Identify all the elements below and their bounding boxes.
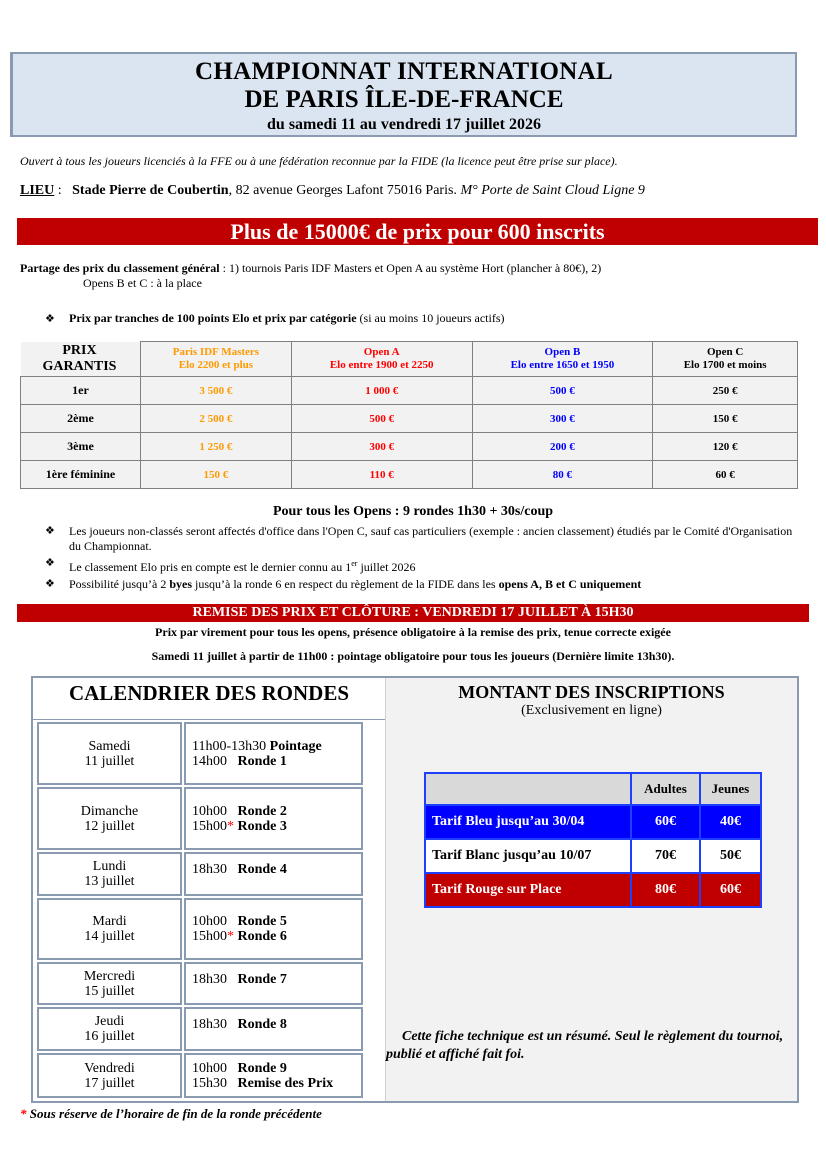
checkin-note: Samedi 11 juillet à partir de 11h00 : pointage obligatoire pour tous les joueurs (Dernière limite 13h30). — [151, 649, 675, 663]
asterisk-icon: * — [227, 929, 234, 944]
calendar-title: CALENDRIER DES RONDES — [33, 678, 385, 720]
opens-title: Pour tous les Opens : 9 rondes 1h30 + 30s/coup — [272, 504, 554, 519]
prize-table-header — [21, 342, 798, 377]
table-row: Mercredi 15 juillet 18h30 Ronde 7 — [37, 962, 363, 1005]
col-open-a: Open A Elo entre 1900 et 2250 — [291, 342, 472, 377]
title-box — [10, 52, 797, 137]
bottom-frame — [31, 676, 799, 1103]
prize-sharing-text — [20, 261, 780, 291]
diamond-bullet-icon: ❖ — [45, 557, 55, 569]
col-open-b: Open B Elo entre 1650 et 1950 — [472, 342, 653, 377]
table-row: Tarif Rouge sur Place 80€ 60€ — [425, 873, 761, 907]
fees-header: Adultes Jeunes — [425, 773, 761, 805]
venue-sep: : — [54, 183, 73, 198]
col-masters: Paris IDF Masters Elo 2200 et plus — [141, 342, 292, 377]
table-row: Samedi 11 juillet 11h00-13h30 Pointage 14h00 Ronde 1 — [37, 722, 363, 785]
registration-panel — [385, 678, 797, 1101]
opens-rules-list — [45, 524, 805, 594]
title-line-2: DE PARIS ÎLE-DE-FRANCE — [244, 86, 564, 113]
elo-prize-bold: Prix par tranches de 100 points Elo et prix par catégorie — [69, 311, 357, 325]
table-row: 1er 3 500 € 1 000 € 500 € 250 € — [21, 377, 798, 405]
closing-banner: REMISE DES PRIX ET CLÔTURE : VENDREDI 17 JUILLET À 15H30 — [17, 604, 809, 622]
registration-subtitle: (Exclusivement en ligne) — [521, 703, 662, 718]
table-row: Lundi 13 juillet 18h30 Ronde 4 — [37, 852, 363, 896]
elo-prize-detail: (si au moins 10 joueurs actifs) — [356, 311, 505, 325]
calendar-panel — [33, 678, 385, 1101]
table-row: Mardi 14 juillet 10h00 Ronde 5 15h00* Ronde 6 — [37, 898, 363, 960]
table-row: Tarif Bleu jusqu’au 30/04 60€ 40€ — [425, 805, 761, 839]
table-row: Vendredi 17 juillet 10h00 Ronde 9 15h30 Remise des Prix — [37, 1053, 363, 1098]
venue-name: Stade Pierre de Coubertin — [72, 183, 229, 198]
diamond-bullet-icon: ❖ — [45, 313, 55, 325]
venue-metro: M° Porte de Saint Cloud Ligne 9 — [460, 183, 645, 198]
table-row: 2ème 2 500 € 500 € 300 € 150 € — [21, 405, 798, 433]
table-row: Dimanche 12 juillet 10h00 Ronde 2 15h00* Ronde 3 — [37, 787, 363, 850]
prize-sharing-line2: Opens B et C : à la place — [83, 276, 202, 290]
col-open-c: Open C Elo 1700 et moins — [653, 342, 798, 377]
venue-line — [20, 183, 645, 199]
asterisk-icon: * — [20, 1106, 27, 1121]
list-item: ❖ Le classement Elo pris en compte est le dernier connu au 1er juillet 2026 — [45, 557, 416, 574]
intro-text: Ouvert à tous les joueurs licenciés à la FFE ou à une fédération reconnue par la FIDE (la licence peut être prise sur place). — [20, 154, 618, 168]
prize-sharing-detail: : 1) tournois Paris IDF Masters et Open A au système Hort (plancher à 80€), 2) — [219, 261, 602, 275]
diamond-bullet-icon: ❖ — [45, 578, 55, 590]
asterisk-icon: * — [227, 818, 234, 834]
list-item: ❖ Les joueurs non-classés seront affectés d'office dans l'Open C, sauf cas particuliers (exemple : ancien classement) étudiés par le Comité d'Organisation du Championnat. — [45, 524, 793, 553]
table-row: Tarif Blanc jusqu’au 10/07 70€ 50€ — [425, 839, 761, 873]
diamond-bullet-icon: ❖ — [45, 525, 55, 537]
venue-address: , 82 avenue Georges Lafont 75016 Paris. — [228, 183, 461, 198]
calendar-table — [35, 720, 365, 1100]
prix-garantis-label: PRIX GARANTIS — [42, 343, 117, 374]
disclaimer-text: Cette fiche technique est un résumé. Seul le règlement du tournoi, publié et affiché fait foi. — [386, 1029, 784, 1062]
payment-note: Prix par virement pour tous les opens, présence obligatoire à la remise des prix, tenue correcte exigée — [155, 625, 671, 639]
elo-prize-bullet — [45, 311, 505, 326]
table-row: 3ème 1 250 € 300 € 200 € 120 € — [21, 433, 798, 461]
venue-label: LIEU — [20, 183, 55, 198]
prize-sharing-bold: Partage des prix du classement général — [20, 261, 220, 275]
table-row: 1ère féminine 150 € 110 € 80 € 60 € — [21, 461, 798, 489]
registration-title: MONTANT DES INSCRIPTIONS — [458, 682, 725, 702]
fees-table — [424, 772, 762, 908]
event-dates: du samedi 11 au vendredi 17 juillet 2026 — [267, 116, 541, 133]
table-row: Jeudi 16 juillet 18h30 Ronde 8 — [37, 1007, 363, 1051]
prize-banner: Plus de 15000€ de prix pour 600 inscrits — [17, 218, 818, 245]
title-line-1: CHAMPIONNAT INTERNATIONAL — [195, 58, 613, 85]
footnote: * Sous réserve de l’horaire de fin de la ronde précédente — [20, 1106, 322, 1121]
list-item: ❖ Possibilité jusqu’à 2 byes jusqu’à la ronde 6 en respect du règlement de la FIDE dans les opens A, B et C uniquement — [45, 577, 642, 591]
